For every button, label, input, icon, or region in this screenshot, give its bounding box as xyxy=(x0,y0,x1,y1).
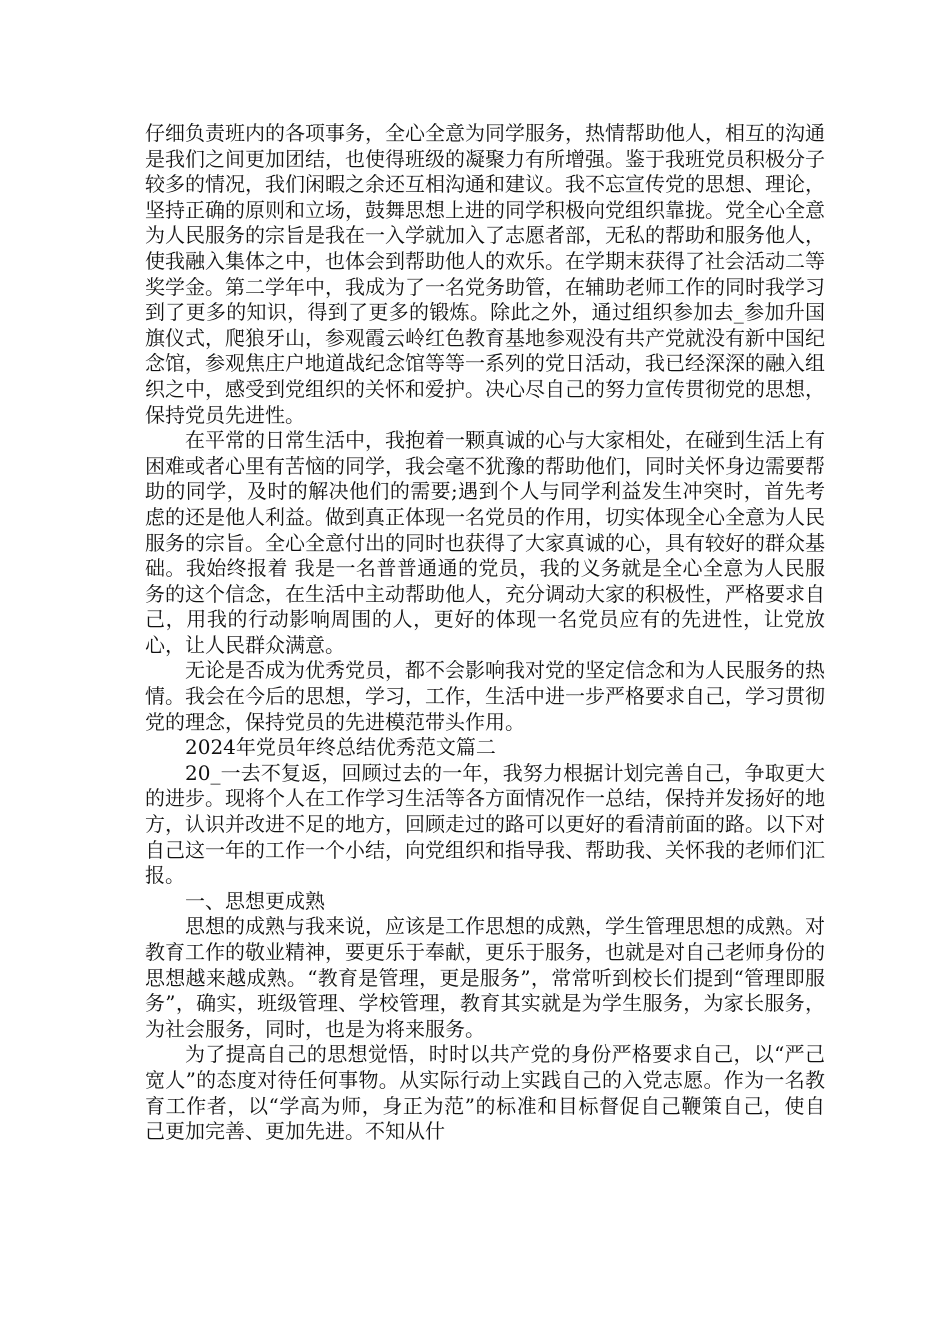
paragraph-2: 在平常的日常生活中，我抱着一颗真诚的心与大家相处，在碰到生活上有困难或者心里有苦恼的同学，我会毫不犹豫的帮助他们，同时关怀身边需要帮助的同学，及时的解决他们的需要;遇到个人与同学利益发生冲突时，首先考虑的还是他人利益。做到真正体现一名党员的作用，切实体现全心全意为人民服务的宗旨。全心全意付出的同时也获得了大家真诚的心，具有较好的群众基础。我始终报着 我是一名普普通通的党员，我的义务就是全心全意为人民服务的这个信念，在生活中主动帮助他人，充分调动大家的积极性，严格要求自己，用我的行动影响周围的人，更好的体现一名党员应有的先进性，让党放心，让人民群众满意。 xyxy=(145,428,825,657)
paragraph-1: 仔细负责班内的各项事务，全心全意为同学服务，热情帮助他人，相互的沟通是我们之间更加团结，也使得班级的凝聚力有所增强。鉴于我班党员积极分子较多的情况，我们闲暇之余还互相沟通和建议。我不忘宣传党的思想、理论，坚持正确的原则和立场，鼓舞思想上进的同学积极向党组织靠拢。党全心全意为人民服务的宗旨是我在一入学就加入了志愿者部，无私的帮助和服务他人，使我融入集体之中，也体会到帮助他人的欢乐。在学期末获得了社会活动二等奖学金。第二学年中，我成为了一名党务助管，在辅助老师工作的同时我学习到了更多的知识，得到了更多的锻炼。除此之外，通过组织参加去_参加升国旗仪式，爬狼牙山，参观霞云岭红色教育基地参观没有共产党就没有新中国纪念馆，参观焦庄户地道战纪念馆等等一系列的党日活动，我已经深深的融入组织之中，感受到党组织的关怀和爱护。决心尽自己的努力宣传贯彻党的思想，保持党员先进性。 xyxy=(145,121,825,427)
subsection-heading: 一、思想更成熟 xyxy=(185,888,325,913)
paragraph-5: 思想的成熟与我来说，应该是工作思想的成熟，学生管理思想的成熟。对教育工作的敬业精神，要更乐于奉献，更乐于服务，也就是对自己老师身份的思想越来越成熟。“教育是管理，更是服务”，常常听到校长们提到“管理即服务”，确实，班级管理、学校管理，教育其实就是为学生服务，为家长服务，为社会服务，同时，也是为将来服务。 xyxy=(145,914,825,1041)
paragraph-4: 20_一去不复返，回顾过去的一年，我努力根据计划完善自己，争取更大的进步。现将个人在工作学习生活等各方面情况作一总结，保持并发扬好的地方，认识并改进不足的地方，回顾走过的路可以更好的看清前面的路。以下对自己这一年的工作一个小结，向党组织和指导我、帮助我、关怀我的老师们汇报。 xyxy=(145,760,825,888)
paragraph-3: 无论是否成为优秀党员，都不会影响我对党的坚定信念和为人民服务的热情。我会在今后的思想，学习，工作，生活中进一步严格要求自己，学习贯彻党的理念，保持党员的先进模范带头作用。 xyxy=(145,658,825,734)
document-body xyxy=(145,121,825,1145)
paragraph-6: 为了提高自己的思想觉悟，时时以共产党的身份严格要求自己，以“严己宽人”的态度对待任何事物。从实际行动上实践自己的入党志愿。作为一名教育工作者，以“学高为师，身正为范”的标准和目标督促自己鞭策自己，使自己更加完善、更加先进。不知从什 xyxy=(145,1042,825,1144)
section-title: 2024年党员年终总结优秀范文篇二 xyxy=(185,735,496,760)
